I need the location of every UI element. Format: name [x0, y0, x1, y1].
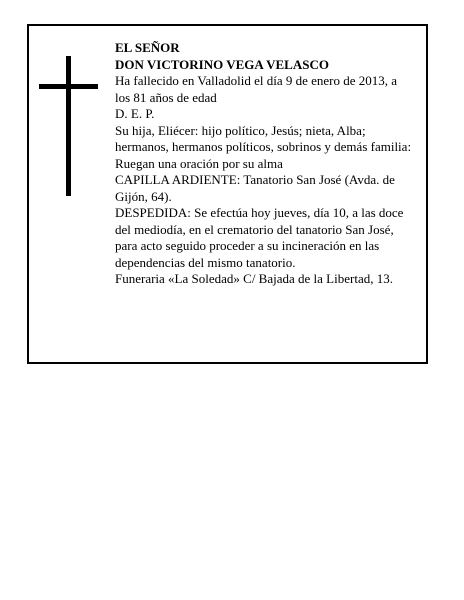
farewell-info: DESPEDIDA: Se efectúa hoy jueves, día 10, a las doce del mediodía, en el crematorio del tanatorio San José, para acto seguido proceder a su incineración en las dependencias del mismo tanatorio.	[115, 205, 404, 270]
prayer-request: Ruegan una oración por su alma	[115, 155, 283, 171]
obituary-notice	[27, 24, 428, 364]
title-line-1: EL SEÑOR	[115, 40, 180, 55]
obituary-text	[115, 40, 415, 288]
funeral-home: Funeraria «La Soledad» C/ Bajada de la Libertad, 13.	[115, 271, 393, 286]
rip: D. E. P.	[115, 106, 155, 121]
cross-horizontal-bar	[39, 84, 98, 89]
family-list: Su hija, Eliécer: hijo político, Jesús; nieta, Alba; hermanos, hermanos políticos, sobrinos y demás familia:	[115, 122, 412, 154]
cross-vertical-bar	[66, 56, 71, 196]
chapel-info: CAPILLA ARDIENTE: Tanatorio San José (Avda. de Gijón, 64).	[115, 172, 395, 204]
death-info: Ha fallecido en Valladolid el día 9 de enero de 2013, a los 81 años de edad	[115, 73, 398, 105]
title-line-2: DON VICTORINO VEGA VELASCO	[115, 56, 329, 72]
